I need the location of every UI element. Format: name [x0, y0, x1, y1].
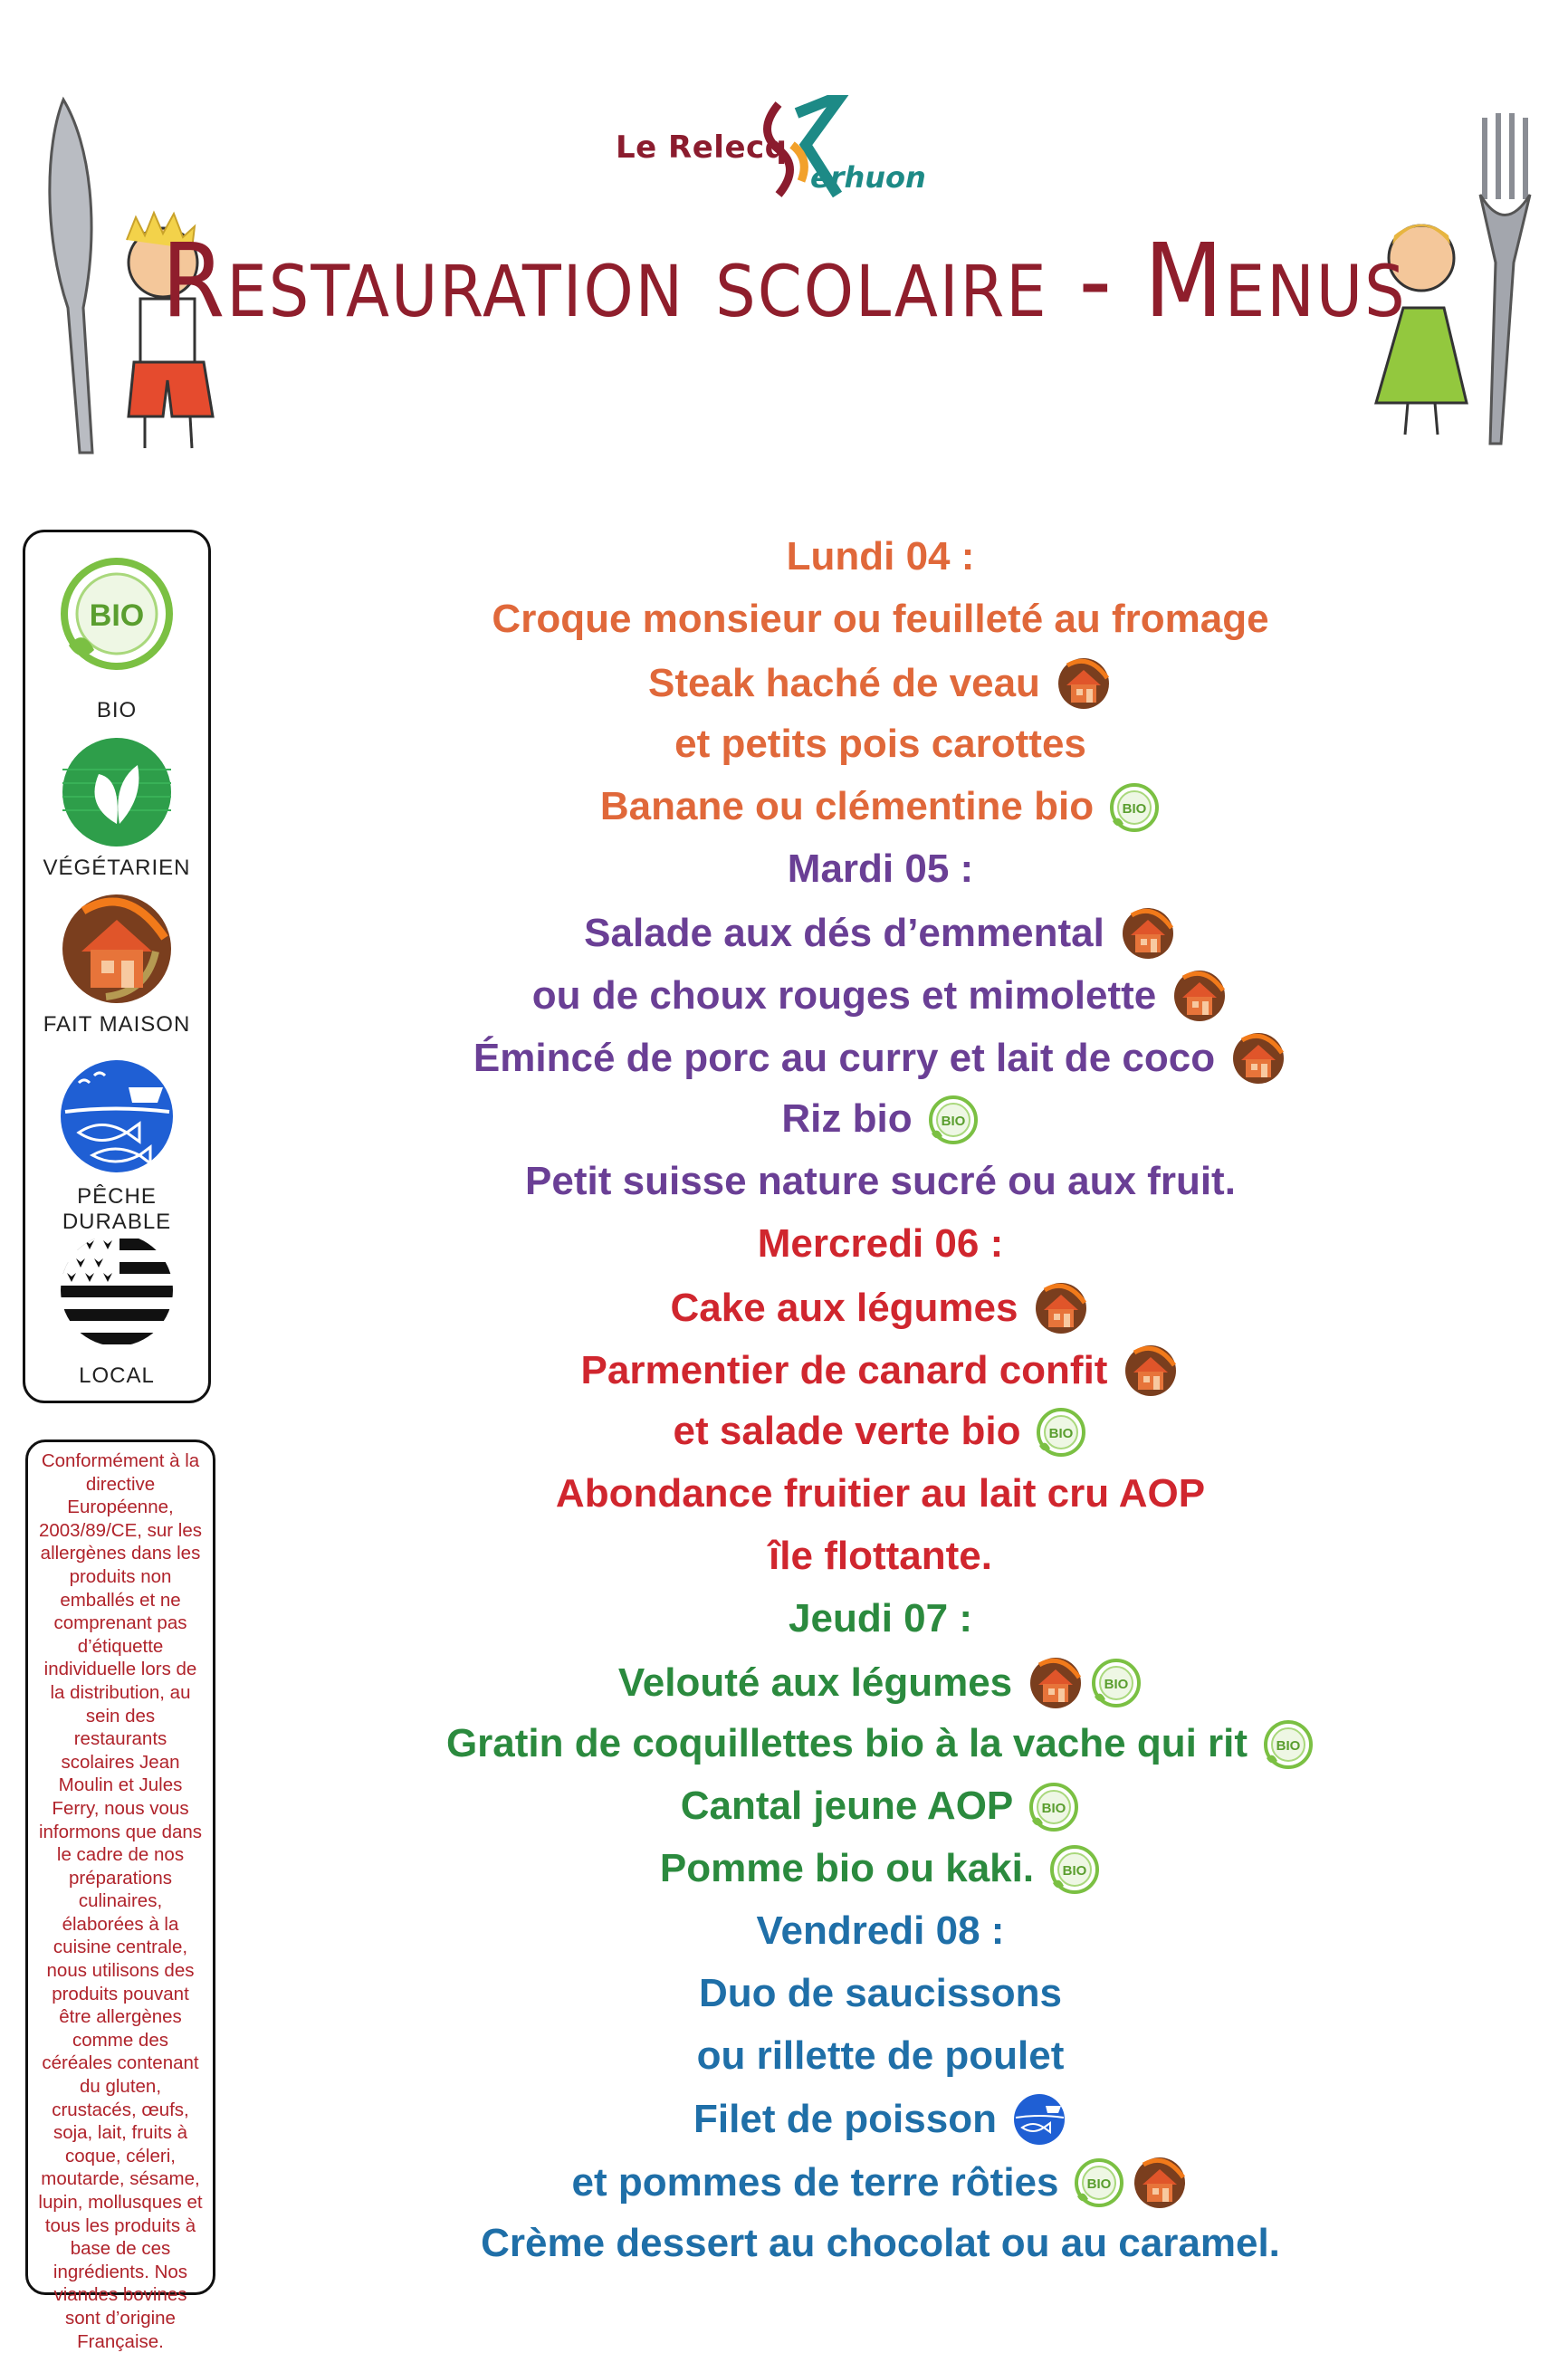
logo-text-left: Le Relecq — [616, 129, 788, 166]
menu-line — [326, 2029, 1435, 2081]
menu-line-text: Crème dessert au chocolat ou au caramel. — [481, 2221, 1280, 2266]
menu-line — [326, 1654, 1435, 1712]
house-icon — [1027, 1654, 1085, 1712]
menu-line-icons — [1027, 1279, 1090, 1337]
city-logo — [616, 95, 996, 213]
menu-line-text: Duo de saucissons — [698, 1971, 1062, 2016]
bio-icon — [927, 1094, 980, 1146]
menu-line — [326, 1279, 1435, 1337]
menu-line-text: Émincé de porc au curry et lait de coco — [473, 1036, 1216, 1080]
menu-line — [326, 2216, 1435, 2269]
menu-line — [326, 1841, 1435, 1896]
menu-line-text: Cake aux légumes — [670, 1286, 1018, 1330]
menu-line-icons — [1022, 1780, 1080, 1833]
menu-line — [326, 717, 1435, 770]
menu-line — [326, 1342, 1435, 1400]
legend-item-homemade — [25, 888, 208, 1015]
legend-label-bio: BIO — [96, 698, 138, 722]
menu-line — [326, 842, 1435, 894]
menu-line-icons — [1029, 1405, 1087, 1459]
menu-line-icons — [1006, 2091, 1067, 2147]
menu-line — [326, 967, 1435, 1025]
menu-line-text: Petit suisse nature sucré ou aux fruit. — [525, 1159, 1236, 1204]
legend-label-homemade: FAIT MAISON — [43, 1012, 191, 1037]
menu-line-icons — [1067, 2154, 1189, 2212]
menu-line-text: Cantal jeune AOP — [680, 1784, 1014, 1829]
menu-line — [326, 1404, 1435, 1459]
menu-line-text: ou de choux rouges et mimolette — [531, 973, 1157, 1018]
legend-item-local — [25, 1229, 208, 1356]
menu-line-text: Vendredi 08 : — [756, 1908, 1005, 1954]
menu-line-icons — [1114, 904, 1177, 962]
house-icon — [1171, 967, 1229, 1025]
menu-line — [326, 1904, 1435, 1956]
svg-text:BIO: BIO — [1276, 1738, 1301, 1755]
legend-item-bio — [25, 555, 208, 677]
bio-icon — [1073, 2157, 1125, 2209]
menu-line — [326, 1029, 1435, 1087]
menu-line — [326, 1467, 1435, 1519]
legend-label-sustainable-fishing: PÊCHE DURABLE — [62, 1184, 172, 1234]
menu-line-icons — [1165, 967, 1229, 1025]
menu-line-icons — [1043, 1842, 1101, 1896]
menu-line — [326, 1717, 1435, 1771]
svg-text:BIO: BIO — [1087, 2176, 1112, 2192]
house-icon — [56, 888, 178, 1010]
menu-line-text: Parmentier de canard confit — [580, 1348, 1108, 1392]
menu-line-icons — [922, 1093, 980, 1146]
menu-line-text: Banane ou clémentine bio — [599, 784, 1095, 829]
fish-icon — [56, 1056, 178, 1178]
menu-line-icons — [1116, 1342, 1180, 1400]
svg-text:BIO: BIO — [1122, 801, 1147, 818]
house-icon — [1119, 904, 1177, 962]
menu-line — [326, 904, 1435, 962]
menu-line — [326, 780, 1435, 834]
menu-line-text: Riz bio — [781, 1096, 913, 1142]
house-icon — [1131, 2154, 1189, 2212]
menu-line — [326, 1154, 1435, 1207]
vegetarian-leaf-icon — [58, 733, 176, 851]
page-title: Restauration scolaire - Menus — [161, 223, 1407, 340]
menu-line-text: et petits pois carottes — [674, 722, 1086, 767]
legend-item-vegetarian — [25, 733, 208, 856]
menu-line — [326, 530, 1435, 582]
svg-text:BIO: BIO — [1062, 1863, 1087, 1880]
fish-icon — [1011, 2091, 1067, 2147]
svg-text:BIO: BIO — [941, 1114, 965, 1130]
menu-line — [326, 592, 1435, 645]
menu-line-text: Mardi 05 : — [787, 847, 974, 892]
legend-item-sustainable-fishing — [25, 1056, 208, 1182]
menu-line-text: Mercredi 06 : — [757, 1221, 1004, 1267]
menu-line-text: île flottante. — [769, 1534, 992, 1579]
logo-text-right: erhuon — [810, 160, 926, 195]
menu-line — [326, 1779, 1435, 1833]
house-icon — [1055, 655, 1113, 713]
menu-line-icons — [1103, 780, 1161, 834]
menu-line-text: et pommes de terre rôties — [571, 2160, 1059, 2205]
legend-label-vegetarian: VÉGÉTARIEN — [43, 856, 191, 880]
svg-text:BIO: BIO — [1104, 1677, 1129, 1692]
house-icon — [1229, 1029, 1287, 1087]
menu-line-text: Lundi 04 : — [786, 534, 975, 579]
menu-line — [326, 1966, 1435, 2019]
bio-icon — [1028, 1781, 1080, 1833]
bio-icon — [58, 555, 176, 673]
legend-panel — [23, 530, 211, 1403]
menu-line-text: Pomme bio ou kaki. — [659, 1846, 1035, 1891]
menu-line — [326, 1092, 1435, 1146]
menu-line — [326, 655, 1435, 713]
menu-line-text: Velouté aux légumes — [617, 1660, 1013, 1705]
menu-line-icons — [1049, 655, 1113, 713]
menu-line-icons — [1021, 1654, 1143, 1712]
menu-line-text: Gratin de coquillettes bio à la vache qui rit — [445, 1721, 1248, 1766]
menu-line — [326, 1217, 1435, 1269]
menu-line — [326, 2154, 1435, 2212]
menu-line — [326, 2091, 1435, 2147]
house-icon — [1122, 1342, 1180, 1400]
menu-line-icons — [1257, 1717, 1315, 1771]
allergen-notice: Conformément à la directive Européenne, 2003/89/CE, sur les allergènes dans les produits non emballés et ne comprenant pas d’étiquette individuelle lors de la distribution, au sein des restaurants scolaires Jean Moulin et Jules Ferry, nous vous informons que dans le cadre de nos préparations culinaires, élaborées à la cuisine centrale, nous utilisons des produits pouvant être allergènes comme des céréales contenant du gluten, crustacés, œufs, soja, lait, fruits à coque, céleri, moutarde, sésame, lupin, mollusques et tous les produits à base de ces ingrédients. Nos viandes bovines sont d’origine Française. — [25, 1440, 215, 2295]
menu-line-text: Jeudi 07 : — [789, 1596, 972, 1641]
bio-icon — [1048, 1843, 1101, 1896]
menu-line-text: Steak haché de veau — [648, 661, 1040, 705]
svg-text:BIO: BIO — [1049, 1426, 1074, 1442]
svg-text:BIO: BIO — [89, 598, 145, 633]
bio-icon — [1035, 1406, 1087, 1459]
menu-line-text: Salade aux dés d’emmental — [584, 911, 1104, 955]
menu-line — [326, 1592, 1435, 1644]
menu-line-text: Filet de poisson — [693, 2097, 997, 2141]
breton-flag-icon — [56, 1229, 178, 1352]
menu-line-text: Abondance fruitier au lait cru AOP — [555, 1471, 1206, 1516]
menu-line-text: Croque monsieur ou feuilleté au fromage — [492, 597, 1269, 642]
svg-text:BIO: BIO — [1041, 1801, 1066, 1817]
bio-icon — [1090, 1657, 1143, 1709]
bio-icon — [1262, 1718, 1315, 1771]
legend-label-local: LOCAL — [79, 1363, 155, 1388]
bio-icon — [1108, 781, 1161, 834]
menu-line-text: ou rillette de poulet — [696, 2033, 1065, 2079]
menu-line-text: et salade verte bio — [673, 1409, 1021, 1454]
house-icon — [1032, 1279, 1090, 1337]
menu-line — [326, 1529, 1435, 1582]
menu-line-icons — [1224, 1029, 1287, 1087]
